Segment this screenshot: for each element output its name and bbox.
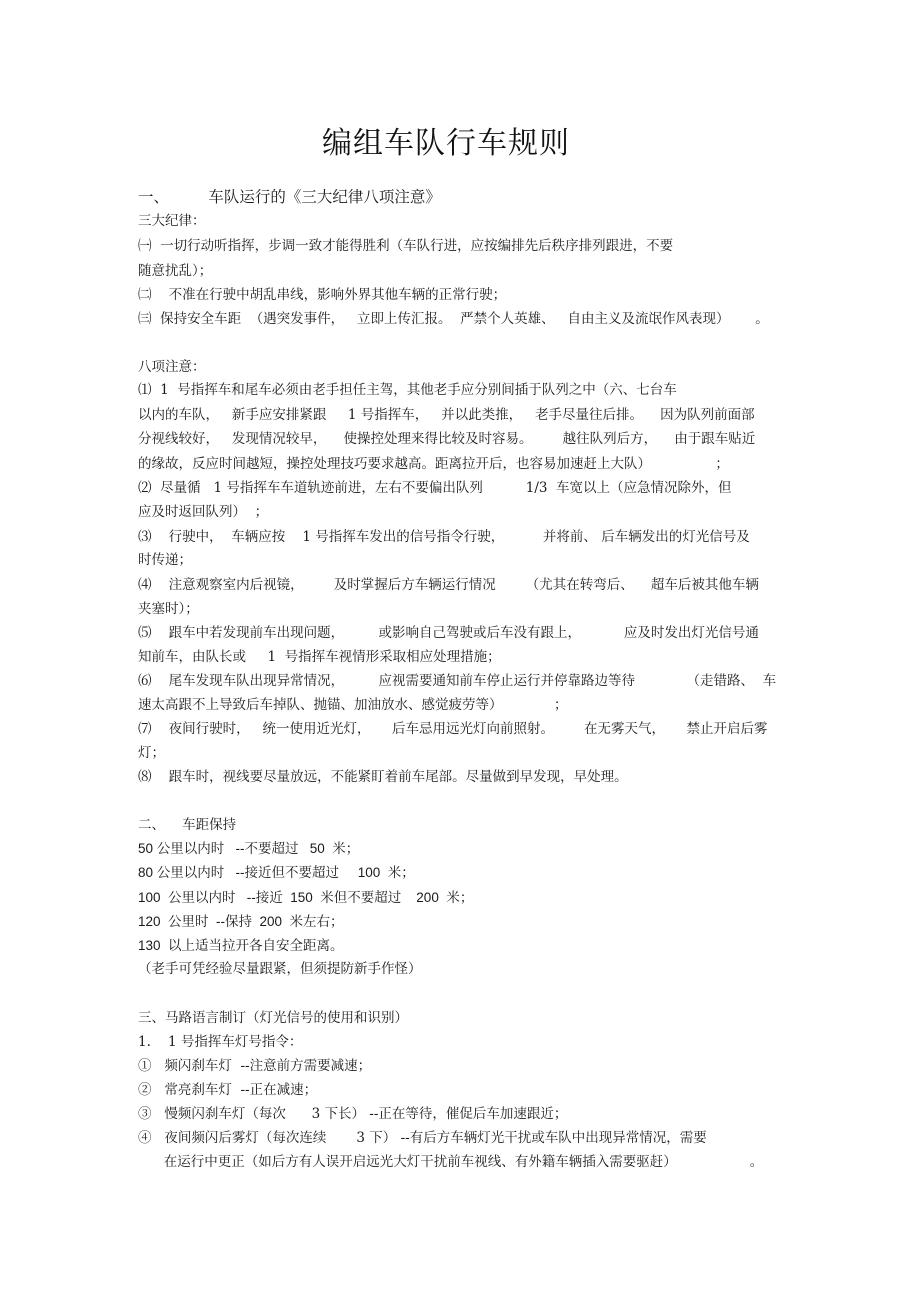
signal-line: ① 频闪刹车灯 --注意前方需要减速； [138, 1058, 372, 1074]
attention-line: ⑹ 尾车发现车队出现异常情况， 应视需要通知前车停止运行并停靠路边等待 （走错路、 车 [138, 673, 777, 689]
section-2-heading: 二、 车距保持 [138, 817, 237, 833]
signal-line: ② 常亮刹车灯 --正在减速； [138, 1082, 318, 1098]
distance-line: 50 公里以内时 --不要超过 50 米； [138, 841, 360, 856]
document-title: 编组车队行车规则 [322, 126, 570, 161]
attention-line: 分视线较好， 发现情况较早， 使操控处理来得比较及时容易。 越往队列后方， 由于跟车贴近 [138, 431, 756, 447]
attention-line: ⑵ 尽量循 1 号指挥车车道轨迹前进，左右不要偏出队列 1/3 车宽以上（应急情况除外，但 [138, 480, 732, 496]
distance-line: 130 以上适当拉开各自安全距离。 [138, 938, 344, 953]
distance-line: 120 公里时 --保持 200 米左右； [138, 914, 344, 929]
attention-line: ⑻ 跟车时，视线要尽量放远，不能紧盯着前车尾部。尽量做到早发现，早处理。 [138, 769, 628, 785]
signal-line: ④ 夜间频闪后雾灯（每次连续 3 下） --有后方车辆灯光干扰或车队中出现异常情况，需要 [138, 1130, 707, 1146]
attention-line: ⑸ 跟车中若发现前车出现问题， 或影响自己驾驶或后车没有跟上， 应及时发出灯光信号通 [138, 625, 759, 641]
discipline-line: ㈡ 不准在行驶中胡乱串线，影响外界其他车辆的正常行驶； [138, 287, 507, 303]
discipline-label: 三大纪律： [138, 213, 206, 229]
attention-line: 灯； [138, 745, 165, 761]
distance-line: 100 公里以内时 --接近 150 米但不要超过 200 米； [138, 890, 474, 905]
discipline-line: ㈠ 一切行动听指挥，步调一致才能得胜利（车队行进，应按编排先后秩序排列跟进，不要 [138, 238, 674, 254]
section-3-subheading: 1. 1 号指挥车灯号指令： [138, 1034, 303, 1050]
attention-line: ⑶ 行驶中， 车辆应按 1 号指挥车发出的信号指令行驶， 并将前、 后车辆发出的灯光信号及 [138, 529, 750, 545]
signal-line: 在运行中更正（如后方有人误开启远光大灯干扰前车视线、有外籍车辆插入需要驱赶） 。 [138, 1154, 764, 1170]
section-1-heading: 一、 车队运行的《三大纪律八项注意》 [138, 188, 441, 206]
attention-line: ⑺ 夜间行驶时， 统一使用近光灯， 后车忌用远光灯向前照射。 在无雾天气， 禁止开启后雾 [138, 721, 768, 737]
discipline-line: ㈢ 保持安全车距 （遇突发事件， 立即上传汇报。 严禁个人英雄、 自由主义及流氓作风表现） 。 [138, 311, 769, 327]
distance-note: （老手可凭经验尽量跟紧，但须提防新手作怪） [138, 961, 422, 977]
attention-line: 时传递； [138, 552, 192, 568]
attention-line: ⑴ 1 号指挥车和尾车必须由老手担任主驾，其他老手应分别间插于队列之中（六、七台车 [138, 382, 677, 398]
attention-line: 以内的车队， 新手应安排紧跟 1 号指挥车， 并以此类推， 老手尽量往后排。 因为队列前面部 [138, 407, 755, 423]
distance-line: 80 公里以内时 --接近但不要超过 100 米； [138, 865, 415, 880]
attention-line: 应及时返回队列） ； [138, 504, 269, 520]
signal-line: ③ 慢频闪刹车灯（每次 3 下长） --正在等待，催促后车加速跟近； [138, 1106, 568, 1122]
attention-line: 的缘故，反应时间越短，操控处理技巧要求越高。距离拉开后，也容易加速赶上大队） ； [138, 456, 729, 472]
discipline-line: 随意扰乱）； [138, 263, 213, 279]
section-3-heading: 三、马路语言制订（灯光信号的使用和识别） [138, 1010, 408, 1026]
attention-label: 八项注意： [138, 359, 206, 375]
attention-line: 夹塞时）； [138, 601, 199, 617]
attention-line: 知前车，由队长或 1 号指挥车视情形采取相应处理措施； [138, 649, 501, 665]
attention-line: ⑷ 注意观察室内后视镜， 及时掌握后方车辆运行情况 （尤其在转弯后、 超车后被其他车辆 [138, 577, 759, 593]
attention-line: 速太高跟不上导致后车掉队、抛锚、加油放水、感觉疲劳等） ； [138, 697, 568, 713]
